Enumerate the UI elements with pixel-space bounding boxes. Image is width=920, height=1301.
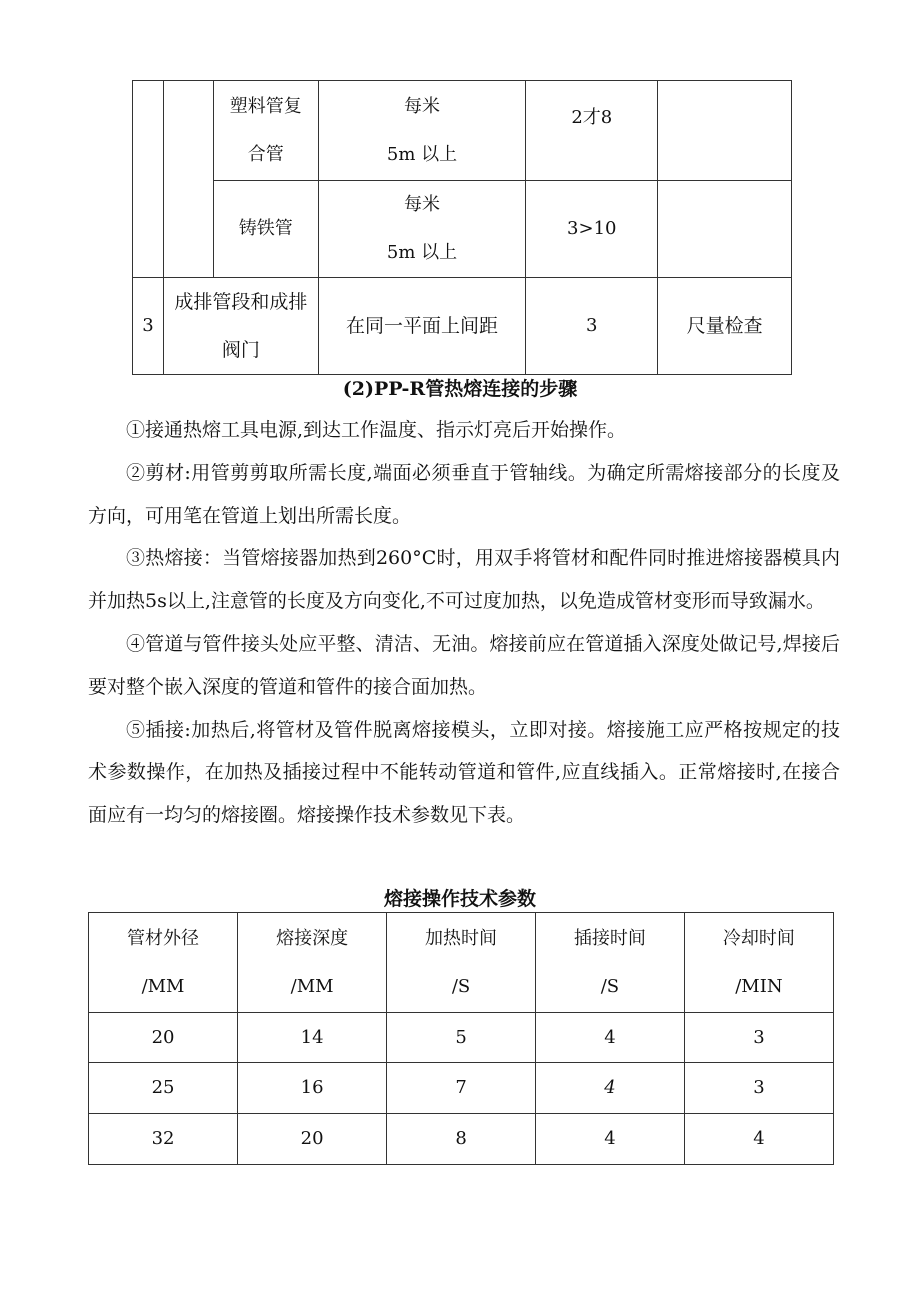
fusion-params-table (88, 912, 834, 1165)
table-header-row (89, 913, 834, 1013)
table-cell (163, 278, 318, 375)
table-cell: 3 (526, 278, 658, 375)
table-cell: 20 (89, 1013, 238, 1063)
header-cell (535, 913, 684, 1013)
paragraph: ①接通热熔工具电源,到达工作温度、指示灯亮后开始操作。 (126, 419, 627, 441)
table-cell (658, 181, 792, 278)
table-cell: 3 (684, 1063, 833, 1114)
header-unit: /MM (141, 975, 185, 997)
table-row (133, 278, 792, 375)
cell-text: 塑料管复 (229, 95, 302, 117)
header-cell (387, 913, 536, 1013)
table-cell (318, 81, 526, 181)
table-cell (163, 81, 213, 278)
header-name: 冷却时间 (722, 927, 795, 949)
table-cell: 3 (133, 278, 164, 375)
table-cell: 32 (89, 1114, 238, 1165)
table-cell: 8 (387, 1114, 536, 1165)
paragraph: ⑤插接:加热后,将管材及管件脱离熔接模头，立即对接。熔接施工应严格按规定的技术参数操作，在加热及插接过程中不能转动管道和管件,应直线插入。正常熔接时,在接合面应有一均匀的熔接圈。熔接操作技术参数见下表。 (88, 718, 840, 827)
cell-text: 每米 (404, 95, 441, 117)
table-cell (318, 181, 526, 278)
table-cell: 2才8 (526, 81, 658, 181)
header-cell (89, 913, 238, 1013)
header-unit: /MM (290, 975, 334, 997)
table-cell: 4 (535, 1013, 684, 1063)
header-cell (238, 913, 387, 1013)
cell-text: 5m 以上 (386, 242, 458, 263)
paragraph: ②剪材:用管剪剪取所需长度,端面必须垂直于管轴线。为确定所需熔接部分的长度及方向，可用笔在管道上划出所需长度。 (88, 461, 840, 527)
table-cell: 3>10 (526, 181, 658, 278)
table-cell: 7 (387, 1063, 536, 1114)
table-row (89, 1114, 834, 1165)
table-cell: 4 (684, 1114, 833, 1165)
header-unit: /MIN (735, 975, 783, 997)
cell-text: 每米 (404, 194, 441, 215)
paragraph: ④管道与管件接头处应平整、清洁、无油。熔接前应在管道插入深度处做记号,焊接后要对整个嵌入深度的管道和管件的接合面加热。 (88, 632, 840, 698)
table-cell: 5 (387, 1013, 536, 1063)
table-row (133, 81, 792, 181)
paragraph: ③热熔接：当管熔接器加热到260°C时，用双手将管材和配件同时推进熔接器模具内并加热5s以上,注意管的长度及方向变化,不可过度加热，以免造成管材变形而导致漏水。 (88, 547, 840, 613)
cell-text: 成排管段和成排 (174, 291, 308, 313)
table-cell: 16 (238, 1063, 387, 1114)
table-cell: 尺量检查 (658, 278, 792, 375)
table-row (89, 1013, 834, 1063)
table-title: 熔接操作技术参数 (383, 888, 536, 910)
header-name: 熔接深度 (276, 927, 349, 949)
table-cell (213, 81, 318, 181)
tolerance-table (132, 80, 792, 375)
table-cell (658, 81, 792, 181)
table-cell (133, 81, 164, 278)
table-row (89, 1063, 834, 1114)
section-heading: (2)PP-R管热熔连接的步骤 (342, 378, 578, 400)
header-cell (684, 913, 833, 1013)
table-cell: 25 (89, 1063, 238, 1114)
header-unit: /S (451, 975, 471, 997)
table-row (133, 181, 792, 278)
header-unit: /S (600, 975, 620, 997)
table-cell: 3 (684, 1013, 833, 1063)
table-cell: 铸铁管 (213, 181, 318, 278)
cell-text: 阀门 (221, 339, 260, 361)
cell-text: 合管 (247, 143, 284, 165)
table-cell: 14 (238, 1013, 387, 1063)
table-cell: 20 (238, 1114, 387, 1165)
table-cell: 4 (535, 1063, 684, 1114)
header-name: 加热时间 (425, 927, 498, 949)
table-cell: 在同一平面上间距 (318, 278, 526, 375)
header-name: 插接时间 (573, 927, 646, 949)
body-text (88, 409, 840, 837)
header-name: 管材外径 (127, 927, 200, 949)
table-cell: 4 (535, 1114, 684, 1165)
cell-text: 5m 以上 (386, 143, 458, 165)
